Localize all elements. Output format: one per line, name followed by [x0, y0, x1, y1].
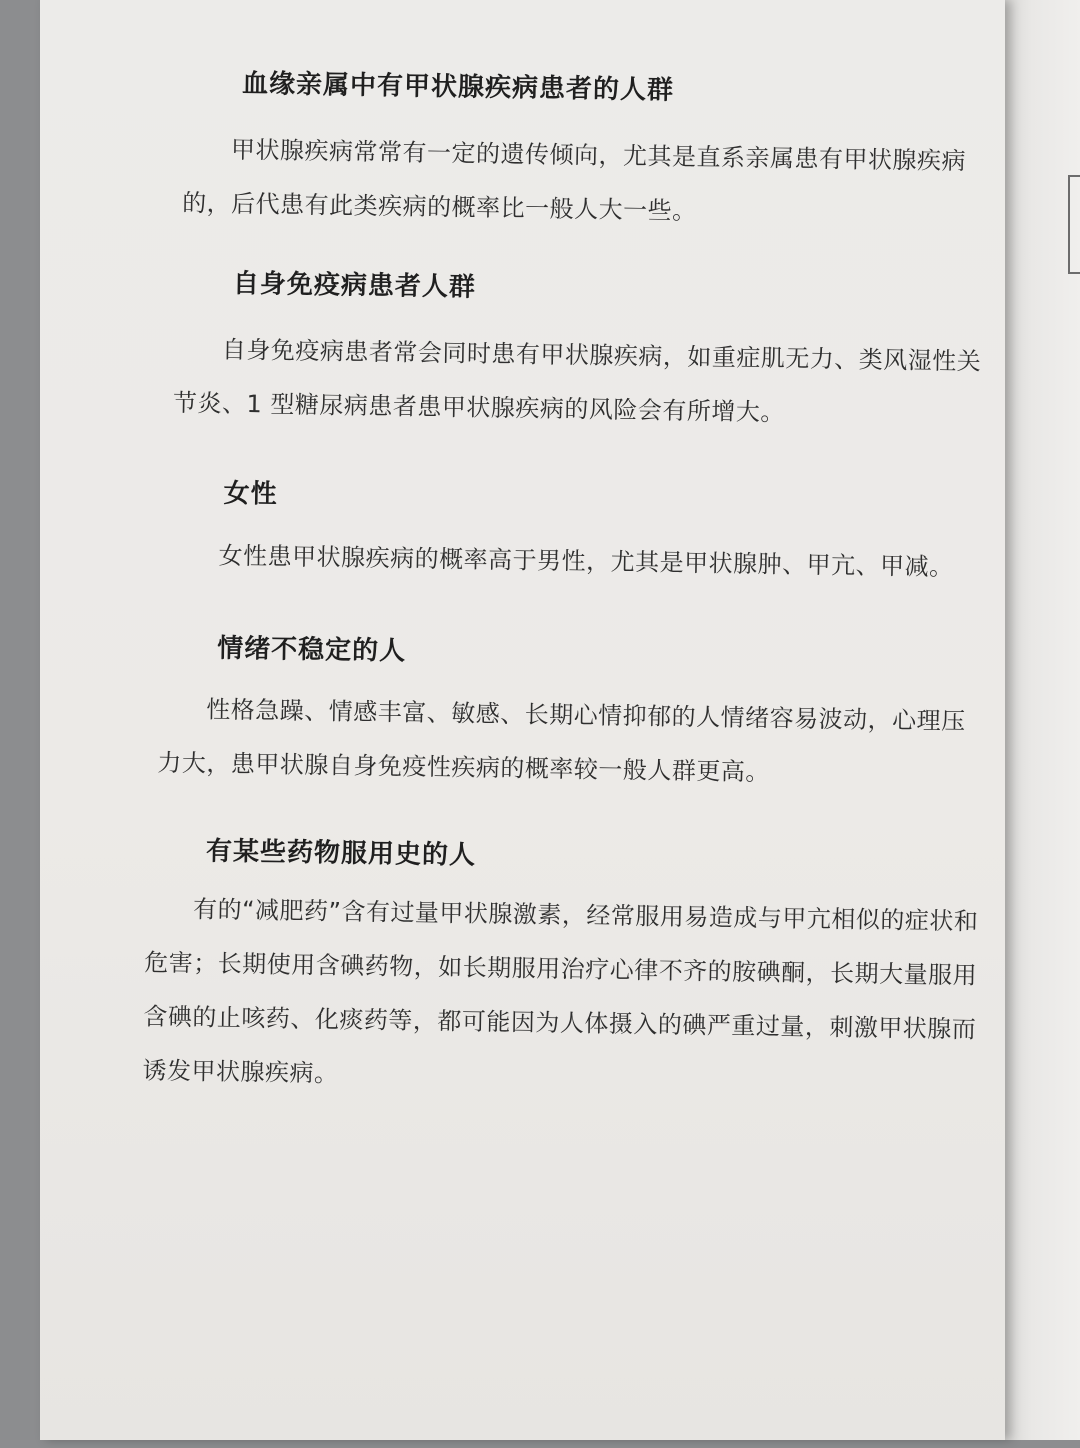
section-heading-autoimmune: 自身免疫病患者人群	[232, 268, 477, 303]
section-heading-medication: 有某些药物服用史的人	[205, 836, 477, 871]
section-heading-emotional: 情绪不稳定的人	[216, 633, 407, 667]
section-text-women: 女性患甲状腺疾病的概率高于男性，尤其是甲状腺肿、甲亢、甲减。	[218, 541, 954, 582]
section-heading-relatives: 血缘亲属中有甲状腺疾病患者的人群	[241, 68, 675, 106]
section-text-medication: 有的“减肥药”含有过量甲状腺激素，经常服用易造成与甲亢相似的症状和危害；长期使用含碘药物，如长期服用治疗心律不齐的胺碘酮，长期大量服用含碘的止咳药、化痰药等，都可能因为人体摄入的碘严重过量，刺激甲状腺而诱发甲状腺疾病。	[142, 895, 979, 1088]
section-text-autoimmune: 自身免疫病患者常会同时患有甲状腺疾病，如重症肌无力、类风湿性关节炎、1 型糖尿病患者患甲状腺疾病的风险会有所增大。	[172, 335, 982, 427]
section-heading-women: 女性	[223, 478, 278, 510]
section-text-relatives: 甲状腺疾病常常有一定的遗传倾向，尤其是直系亲属患有甲状腺疾病的，后代患有此类疾病的概率比一般人大一些。	[181, 135, 967, 226]
section-text-emotional: 性格急躁、情感丰富、敏感、长期心情抑郁的人情绪容易波动，心理压力大，患甲状腺自身免疫性疾病的概率较一般人群更高。	[157, 695, 966, 787]
